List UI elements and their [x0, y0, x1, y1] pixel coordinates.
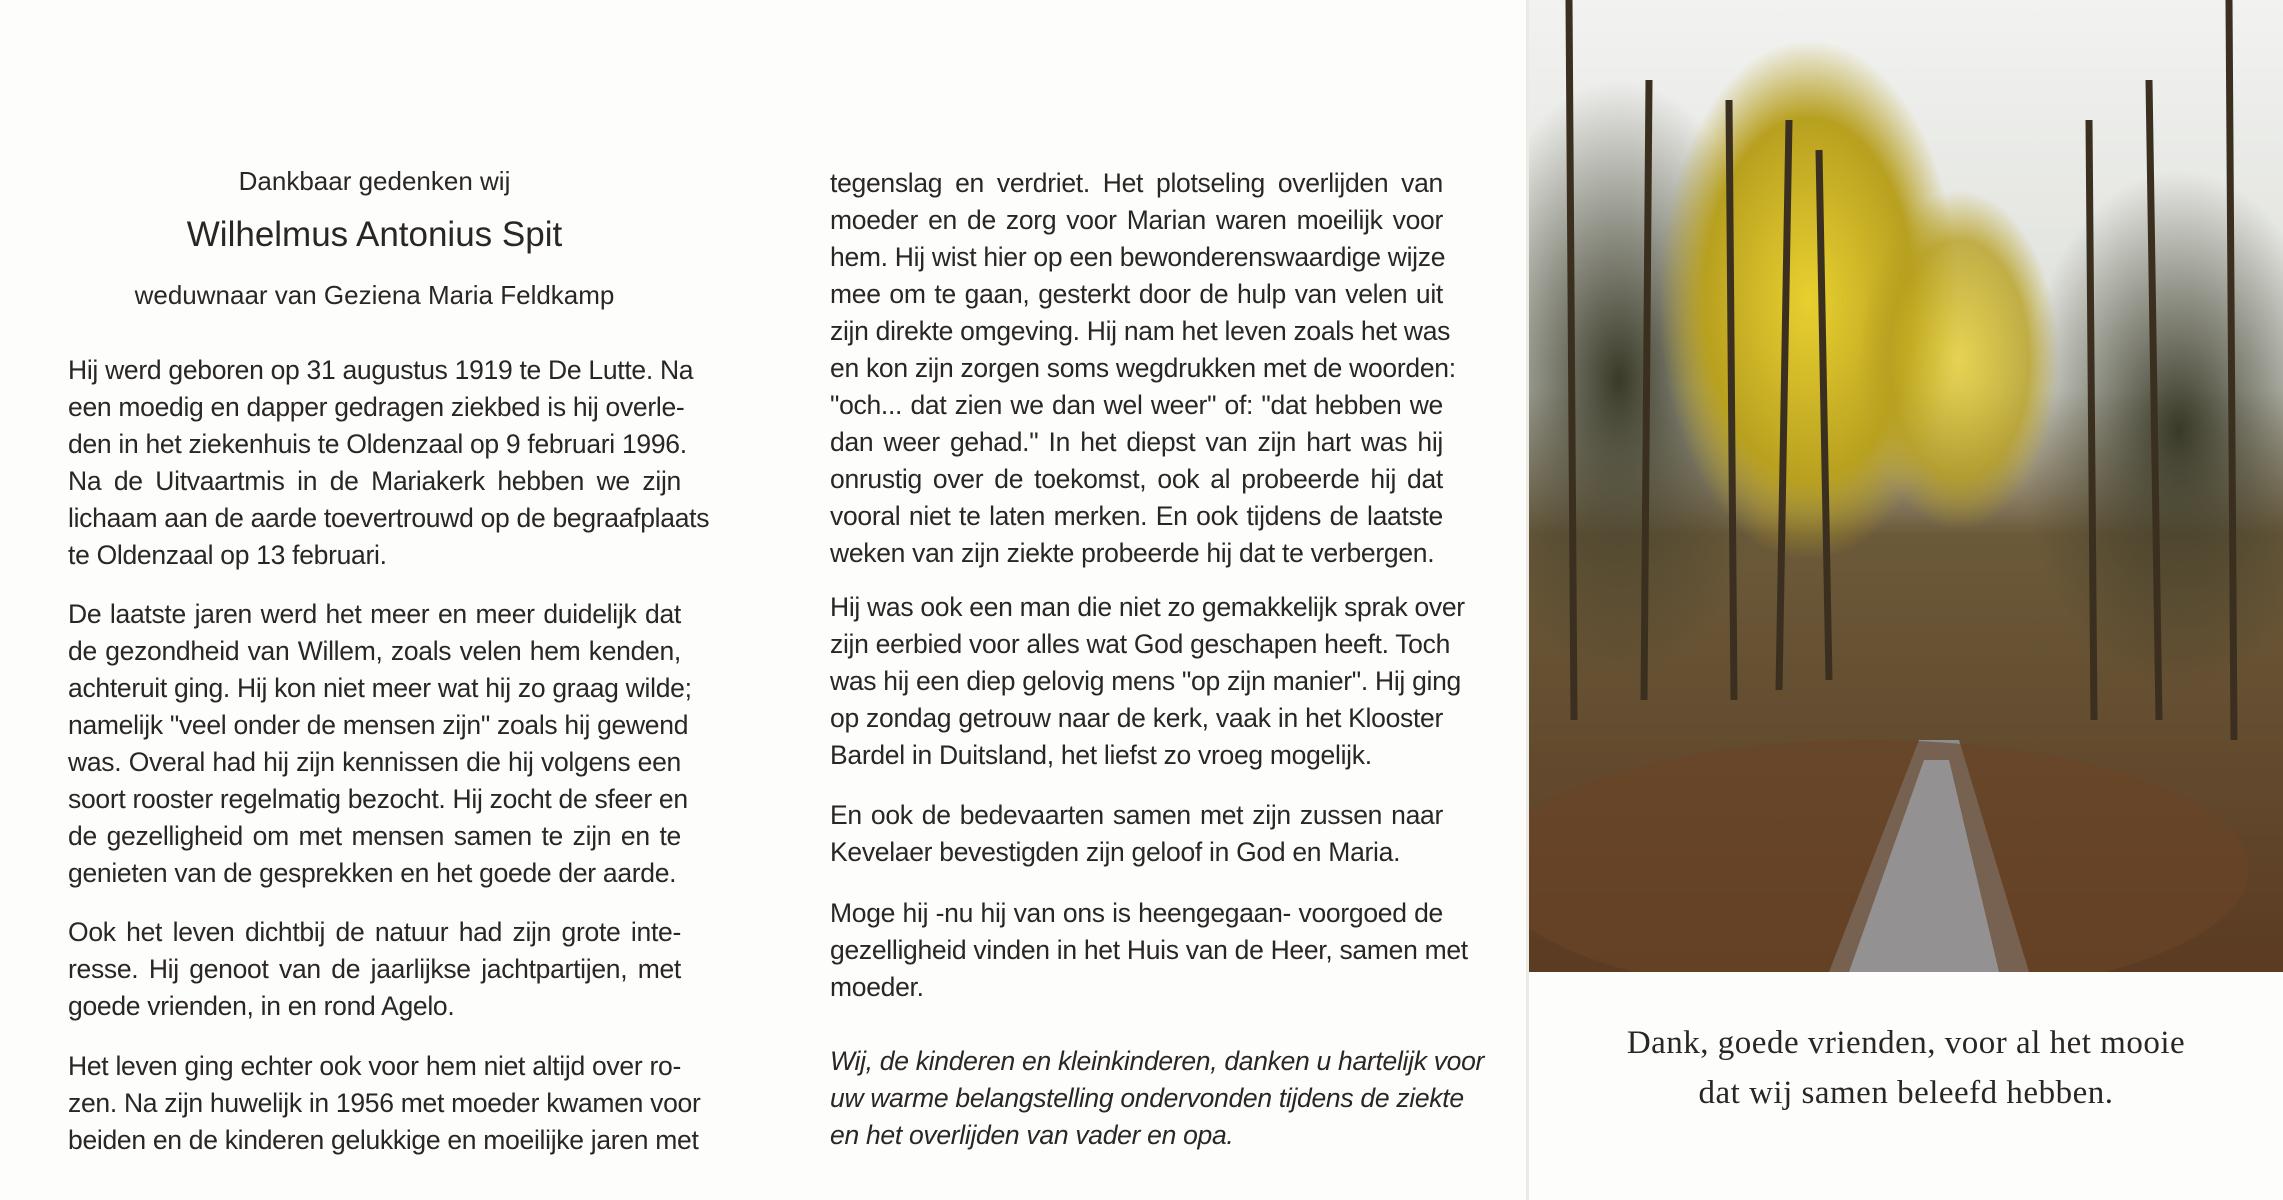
paragraph-faith	[830, 589, 1465, 774]
paragraph-prayer	[830, 895, 1468, 1006]
text-line: Na de Uitvaartmis in de Mariakerk hebben we zijn	[68, 466, 681, 496]
text-line: Kevelaer bevestigden zijn geloof in God en Maria.	[830, 837, 1401, 867]
paragraph-pilgrimage	[830, 797, 1443, 871]
text-line: Hij werd geboren op 31 augustus 1919 te De Lutte. Na	[68, 355, 694, 385]
text-line: en het overlijden van vader en opa.	[830, 1120, 1234, 1150]
text-line: een moedig en dapper gedragen ziekbed is hij overle-	[68, 392, 685, 422]
text-line: was hij een diep gelovig mens "op zijn manier". Hij ging	[830, 666, 1461, 696]
text-line: zijn eerbied voor alles wat God geschapen heeft. Toch	[830, 629, 1451, 659]
text-line: beiden en de kinderen gelukkige en moeilijke jaren met	[68, 1125, 699, 1155]
intro-text: Dankbaar gedenken wij	[238, 166, 511, 196]
left-column	[68, 352, 710, 1172]
text-line: soort rooster regelmatig bezocht. Hij zocht de sfeer en	[68, 784, 688, 814]
text-line: den in het ziekenhuis te Oldenzaal op 9 februari 1996.	[68, 429, 687, 459]
text-line: Hij was ook een man die niet zo gemakkelijk sprak over	[830, 592, 1465, 622]
text-line: vooral niet te laten merken. En ook tijdens de laatste	[830, 501, 1443, 531]
text-line: En ook de bedevaarten samen met zijn zussen naar	[830, 800, 1443, 830]
widower-subtitle: weduwnaar van Geziena Maria Feldkamp	[134, 280, 615, 310]
text-line: resse. Hij genoot van de jaarlijkse jachtpartijen, met	[68, 954, 681, 984]
text-line: gezelligheid vinden in het Huis van de Heer, samen met	[830, 935, 1468, 965]
text-line: Wij, de kinderen en kleinkinderen, danken u hartelijk voor	[830, 1046, 1485, 1076]
text-line: op zondag getrouw naar de kerk, vaak in het Klooster	[830, 703, 1443, 733]
text-line: tegenslag en verdriet. Het plotseling overlijden van	[830, 168, 1443, 198]
text-line: mee om te gaan, gesterkt door de hulp van velen uit	[830, 279, 1443, 309]
forest-illustration	[1529, 0, 2283, 972]
text-line: de gezelligheid om met mensen samen te zijn en te	[68, 821, 681, 851]
text-line: zijn direkte omgeving. Hij nam het leven zoals het was	[830, 316, 1451, 346]
text-line: "och... dat zien we dan wel weer" of: "dat hebben we	[830, 390, 1443, 420]
text-line: genieten van de gesprekken en het goede der aarde.	[68, 858, 677, 888]
text-line: namelijk "veel onder de mensen zijn" zoals hij gewend	[68, 710, 689, 740]
paragraph-hardship	[830, 165, 1456, 572]
text-line: was. Overal had hij zijn kennissen die hij volgens een	[68, 747, 681, 777]
text-line: Bardel in Duitsland, het liefst zo vroeg mogelijk.	[830, 740, 1372, 770]
text-line: Het leven ging echter ook voor hem niet altijd over ro-	[68, 1051, 681, 1081]
text-line: uw warme belangstelling ondervonden tijdens de ziekte	[830, 1083, 1464, 1113]
autumn-forest-path-photo	[1529, 0, 2283, 972]
text-line: achteruit ging. Hij kon niet meer wat hij zo graag wilde;	[68, 673, 692, 703]
paragraph-birth-death	[68, 352, 710, 574]
paragraph-later-years	[68, 596, 692, 892]
text-line: te Oldenzaal op 13 februari.	[68, 540, 387, 570]
caption-line-2: dat wij samen beleefd hebben.	[1698, 1075, 2114, 1111]
paragraph-nature	[68, 914, 681, 1025]
paragraph-marriage	[68, 1048, 701, 1159]
text-line: moeder en de zorg voor Marian waren moeilijk voor	[830, 205, 1443, 235]
text-line: de gezondheid van Willem, zoals velen hem kenden,	[68, 636, 681, 666]
paragraph-thanks	[830, 1043, 1485, 1154]
text-line: Moge hij -nu hij van ons is heengegaan- voorgoed de	[830, 898, 1443, 928]
caption-line-1: Dank, goede vrienden, voor al het mooie	[1626, 1025, 2186, 1061]
text-line: weken van zijn ziekte probeerde hij dat te verbergen.	[830, 538, 1435, 568]
text-line: moeder.	[830, 972, 924, 1002]
text-line: lichaam aan de aarde toevertrouwd op de begraafplaats	[68, 503, 710, 533]
text-line: dan weer gehad." In het diepst van zijn hart was hij	[830, 427, 1443, 457]
text-line: Ook het leven dichtbij de natuur had zijn grote inte-	[68, 917, 681, 947]
text-line: De laatste jaren werd het meer en meer duidelijk dat	[68, 599, 681, 629]
deceased-name: Wilhelmus Antonius Spit	[186, 215, 563, 254]
text-line: goede vrienden, in en rond Agelo.	[68, 991, 455, 1021]
text-line: en kon zijn zorgen soms wegdrukken met de woorden:	[830, 353, 1456, 383]
middle-column	[830, 165, 1485, 1165]
text-line: onrustig over de toekomst, ook al probeerde hij dat	[830, 464, 1443, 494]
text-line: hem. Hij wist hier op een bewonderenswaardige wijze	[830, 242, 1446, 272]
text-line: zen. Na zijn huwelijk in 1956 met moeder kwamen voor	[68, 1088, 701, 1118]
